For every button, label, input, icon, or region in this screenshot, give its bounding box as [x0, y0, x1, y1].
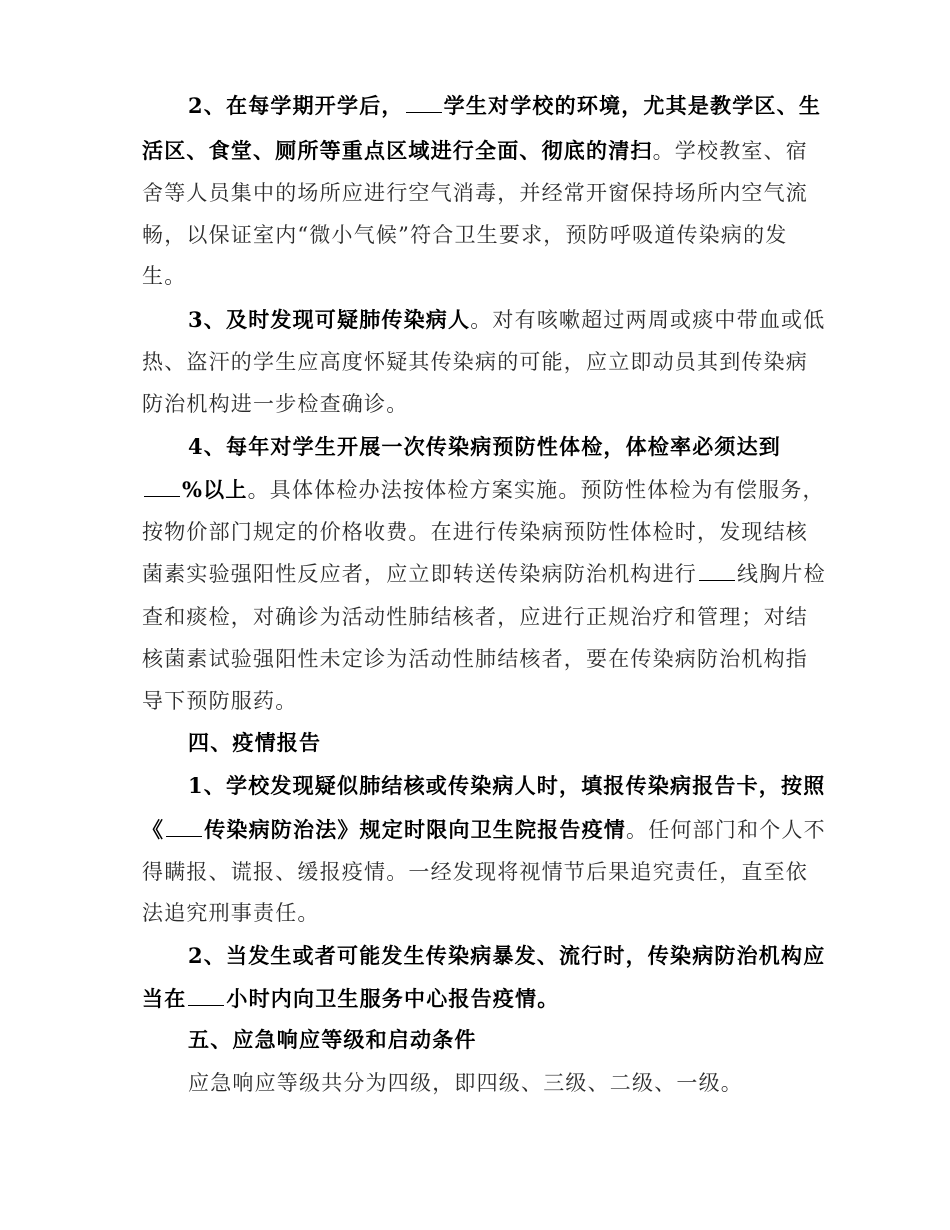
para-4-line-7: 导下预防服药。: [142, 689, 298, 713]
report-para-1-line-1: 1、学校发现疑似肺结核或传染病人时，填报传染病报告卡，按照: [188, 773, 826, 798]
para-4-line-2: %以上。具体体检办法按体检方案实施。预防性体检为有偿服务，: [142, 476, 825, 504]
section-heading-4: 四、疫情报告: [188, 730, 322, 755]
fill-blank: [166, 818, 202, 837]
para-3-line-2: 热、盗汗的学生应高度怀疑其传染病的可能，应立即动员其到传染病: [142, 350, 808, 374]
report-para-1-line-3: 得瞒报、谎报、缓报疫情。一经发现将视情节后果追究责任，直至依: [142, 860, 808, 884]
report-para-2-line-1: 2、当发生或者可能发生传染病暴发、流行时，传染病防治机构应: [188, 943, 826, 968]
para-2-line-3: 舍等人员集中的场所应进行空气消毒，并经常开窗保持场所内空气流: [142, 181, 808, 205]
para-2-line-4: 畅，以保证室内“微小气候”符合卫生要求，预防呼吸道传染病的发: [142, 223, 788, 247]
fill-blank: [188, 987, 224, 1006]
para-3-line-3: 防治机构进一步检查确诊。: [142, 392, 409, 416]
fill-blank: [699, 562, 735, 581]
para-3-line-1: 3、及时发现可疑肺传染病人。对有咳嗽超过两周或痰中带血或低: [188, 307, 826, 332]
para-4-line-6: 核菌素试验强阳性未定诊为活动性肺结核者，要在传染病防治机构指: [142, 647, 808, 671]
section-heading-5: 五、应急响应等级和启动条件: [188, 1027, 477, 1052]
para-4-line-3: 按物价部门规定的价格收费。在进行传染病预防性体检时，发现结核: [142, 520, 808, 544]
para-4-line-5: 查和痰检，对确诊为活动性肺结核者，应进行正规治疗和管理；对结: [142, 605, 808, 629]
response-level-line: 应急响应等级共分为四级，即四级、三级、二级、一级。: [188, 1071, 743, 1095]
fill-blank: [406, 94, 442, 113]
para-2-line-2: 活区、食堂、厕所等重点区域进行全面、彻底的清扫。学校教室、宿: [142, 138, 809, 163]
fill-blank: [144, 478, 180, 497]
report-para-2-line-2: 当在 小时内向卫生服务中心报告疫情。: [142, 986, 560, 1011]
para-4-line-4: 菌素实验强阳性反应者，应立即转送传染病防治机构进行 线胸片检: [142, 562, 826, 586]
report-para-1-line-4: 法追究刑事责任。: [142, 901, 320, 925]
para-2-line-1: 2、在每学期开学后， 学生对学校的环境，尤其是教学区、生: [188, 93, 822, 118]
report-para-1-line-2: 《 传染病防治法》规定时限向卫生院报告疫情。任何部门和个人不: [142, 817, 826, 842]
para-4-line-1: 4、每年对学生开展一次传染病预防性体检，体检率必须达到: [188, 434, 782, 459]
para-2-line-5: 生。: [142, 264, 187, 288]
